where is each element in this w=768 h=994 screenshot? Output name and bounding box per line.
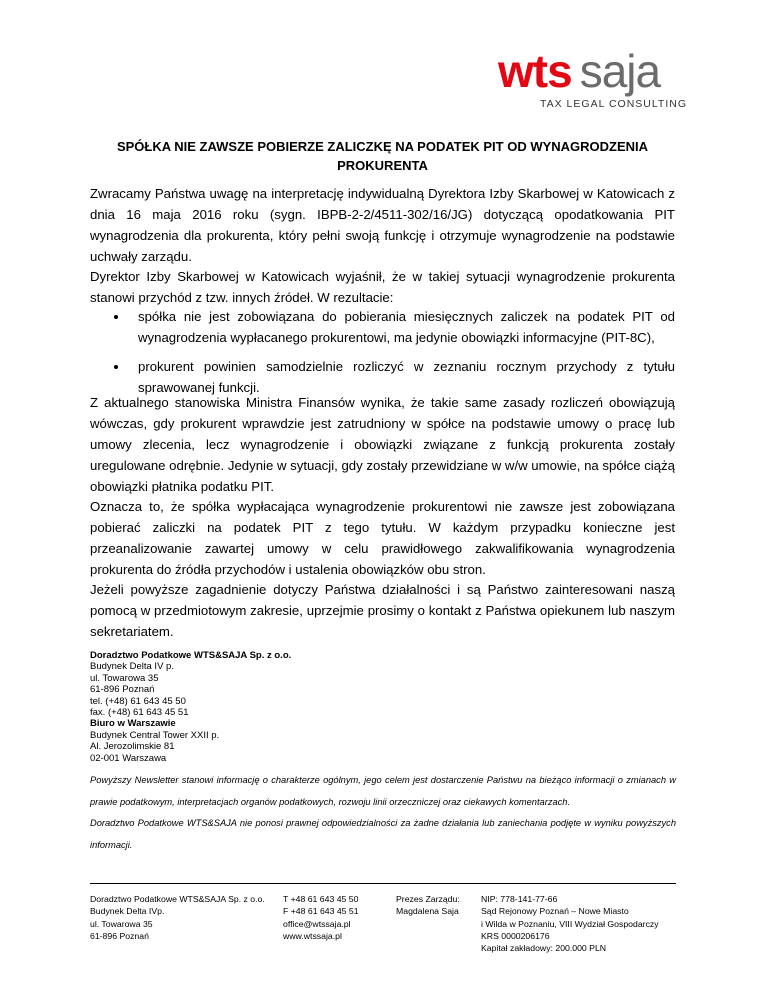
contact-office-building: Budynek Central Tower XXII p. <box>90 729 220 741</box>
footer-company: Doradztwo Podatkowe WTS&SAJA Sp. z o.o. <box>90 894 265 904</box>
bullet-list <box>90 306 675 406</box>
footer-nip: NIP: 778-141-77-66 <box>481 894 558 904</box>
contact-street: ul. Towarowa 35 <box>90 672 159 684</box>
paragraph-minister: Z aktualnego stanowiska Ministra Finansów wynika, że takie same zasady rozliczeń obowiązują wówczas, gdy prokurent wprawdzie jest zatrudniony w spółce na podstawie umowy o pracę lub umowy zlecenia, lecz wynagrodzenie i obowiązki związane z funkcją prokurenta zostały uregulowane odrębnie. Jedynie w sytuacji, gdy zostały przewidziane w w/w umowie, na spółce ciążą obowiązki płatnika podatku PIT. <box>90 395 675 494</box>
disclaimer-text-1: Powyższy Newsletter stanowi informację o charakterze ogólnym, jego celem jest dostarczenie Państwu na bieżąco informacji o zmianach w prawie podatkowym, interpretacjach organów podatkowych, rozwoju linii orzeczniczej oraz ciekawych komentarzach. <box>90 775 676 807</box>
footer-contact <box>283 893 359 942</box>
contact-tel: tel. (+48) 61 643 45 50 <box>90 695 186 707</box>
contact-office-heading: Biuro w Warszawie <box>90 718 176 730</box>
paragraph-contact-request: Jeżeli powyższe zagadnienie dotyczy Państwa działalności i są Państwo zainteresowani naszą pomocą w przedmiotowym zakresie, uprzejmie prosimy o kontakt z Państwa opiekunem lub naszym sekretariatem. <box>90 582 675 639</box>
bullet-text: spółka nie jest zobowiązana do pobierania miesięcznych zaliczek na podatek PIT od wynagrodzenia wypłacanego prokurentowi, ma jedynie obowiązki informacyjne (PIT-8C), <box>138 309 675 345</box>
contact-fax: fax. (+48) 61 643 45 51 <box>90 707 189 719</box>
footer-building: Budynek Delta IVp. <box>90 906 165 917</box>
bullet-text: prokurent powinien samodzielnie rozliczyć w zeznaniu rocznym przychody z tytułu sprawowanej funkcji. <box>138 359 675 395</box>
logo-wts: wts <box>498 45 572 97</box>
document-title <box>90 137 675 175</box>
company-logo <box>498 45 688 110</box>
footer-email-link[interactable]: office@wtssaja.pl <box>283 918 351 929</box>
disclaimer <box>90 770 676 856</box>
footer-management <box>396 893 460 918</box>
logo-saja: saja <box>579 45 661 97</box>
logo-wordmark <box>498 45 661 97</box>
disclaimer-text-2: Doradztwo Podatkowe WTS&SAJA nie ponosi prawnej odpowiedzialności za żadne działania lub zaniechania podjęte w wyniku powyższych informacji. <box>90 818 676 850</box>
footer-city: 61-896 Poznań <box>90 930 149 941</box>
footer-court: Sąd Rejonowy Poznań – Nowe Miasto <box>481 906 629 917</box>
footer-website-link[interactable]: www.wtssaja.pl <box>283 930 342 941</box>
bullet-icon <box>114 315 118 319</box>
contact-building: Budynek Delta IV p. <box>90 661 174 673</box>
paragraph-conclusion: Oznacza to, że spółka wypłacająca wynagrodzenie prokurentowi nie zawsze jest zobowiązana pobierać zaliczki na podatek PIT z tego tytułu. W każdym przypadku konieczne jest przeanalizowanie zawartej umowy w celu prawidłowego zakwalifikowania wynagrodzenia prokurenta do źródła przychodów i ustalenia obowiązków obu stron. <box>90 499 675 577</box>
title-line-2: PROKURENTA <box>337 158 428 173</box>
footer-capital: Kapitał zakładowy: 200.000 PLN <box>481 943 607 954</box>
footer-krs: KRS 0000206176 <box>481 930 550 941</box>
contact-company: Doradztwo Podatkowe WTS&SAJA Sp. z o.o. <box>90 650 292 661</box>
footer-president-name: Magdalena Saja <box>396 906 459 917</box>
paragraph-intro: Zwracamy Państwa uwagę na interpretację indywidualną Dyrektora Izby Skarbowej w Katowicach z dnia 16 maja 2016 roku (sygn. IBPB-2-2/4511-302/16/JG) dotyczącą opodatkowania PIT wynagrodzenia dla prokurenta, który pełni swoją funkcję i otrzymuje wynagrodzenie na podstawie uchwały zarządu. <box>90 186 675 264</box>
contact-office-city: 02-001 Warszawa <box>90 752 167 764</box>
footer-street: ul. Towarowa 35 <box>90 918 153 929</box>
paragraph-director: Dyrektor Izby Skarbowej w Katowicach wyjaśnił, że w takiej sytuacji wynagrodzenie prokurenta stanowi przychód z tzw. innych źródeł. W rezultacie: <box>90 269 675 305</box>
contact-block <box>90 650 490 764</box>
contact-office-street: Al. Jerozolimskie 81 <box>90 741 175 753</box>
list-item <box>90 306 675 348</box>
footer-divider <box>90 883 676 884</box>
contact-city: 61-896 Poznań <box>90 684 155 696</box>
footer-address <box>90 893 265 942</box>
bullet-icon <box>114 365 118 369</box>
footer-court-division: i Wilda w Poznaniu, VIII Wydział Gospodarczy <box>481 918 659 929</box>
footer-registration <box>481 893 659 954</box>
footer-president-label: Prezes Zarządu: <box>396 894 460 904</box>
logo-tagline: TAX LEGAL CONSULTING <box>540 98 687 110</box>
title-line-1: SPÓŁKA NIE ZAWSZE POBIERZE ZALICZKĘ NA PODATEK PIT OD WYNAGRODZENIA <box>116 139 649 154</box>
footer-fax: F +48 61 643 45 51 <box>283 906 359 917</box>
footer-phone: T +48 61 643 45 50 <box>283 894 359 904</box>
